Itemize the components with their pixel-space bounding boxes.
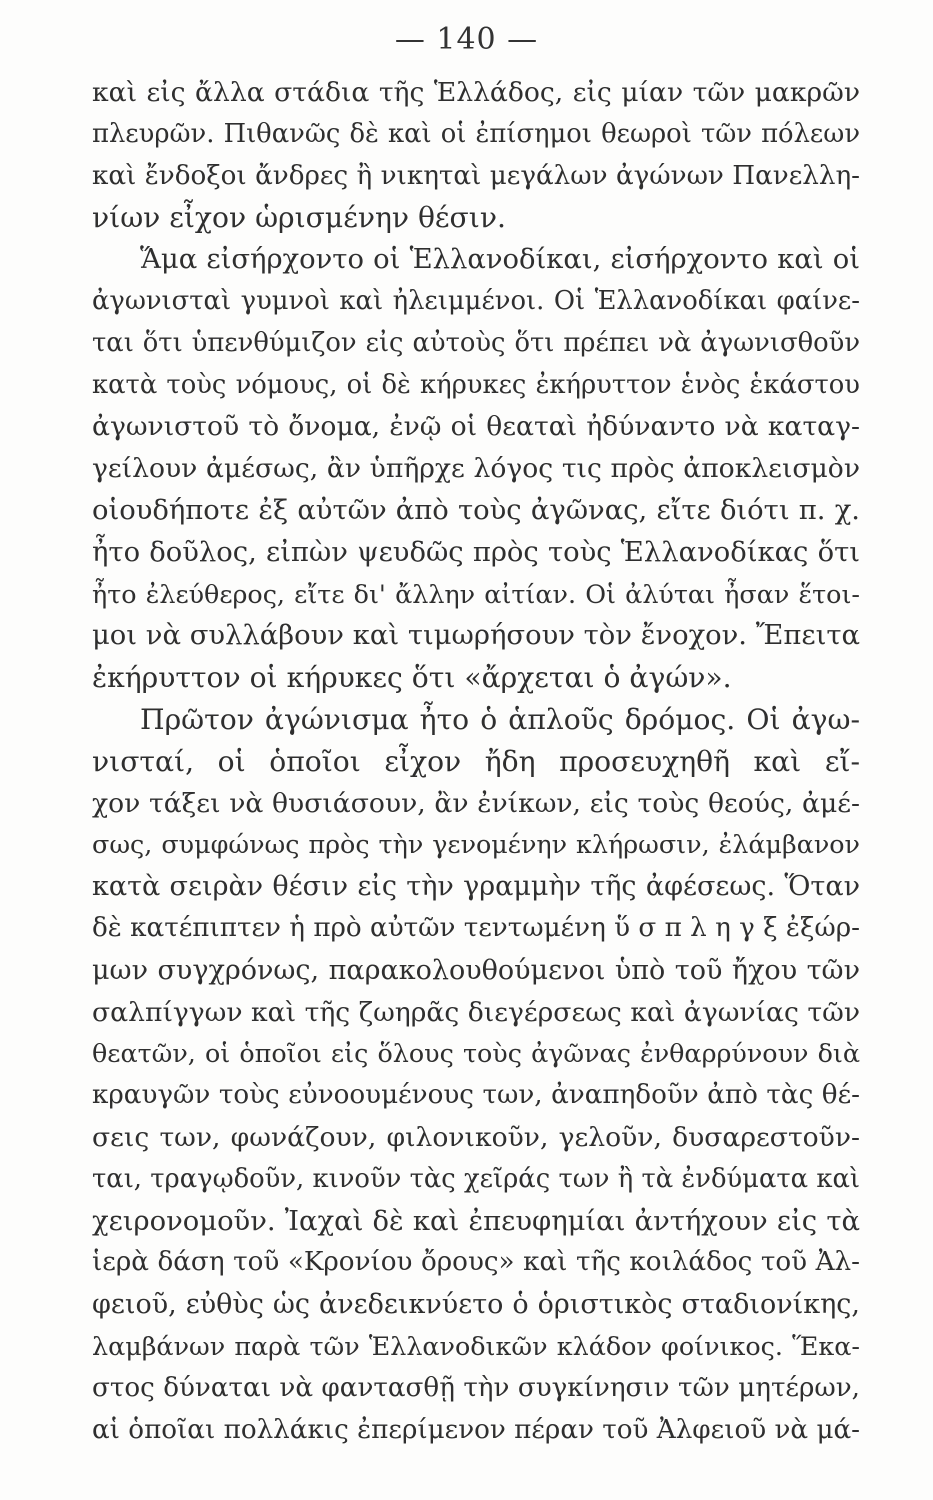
text-line: ται ὅτι ὑπενθύμιζον εἰς αὐτοὺς ὅτι πρέπει νὰ ἀγωνισθοῦν	[92, 327, 860, 358]
text-line: σεις των, φωνάζουν, φιλονικοῦν, γελοῦν, δυσαρεστοῦν-	[92, 1121, 860, 1153]
text-line: ἐκήρυττον οἱ κήρυκες ὅτι «ἄρχεται ὁ ἀγών».	[92, 661, 732, 695]
text-line: ἦτο ἐλεύθερος, εἴτε δι' ἄλλην αἰτίαν. Οἱ ἀλύται ἦσαν ἕτοι-	[92, 578, 860, 609]
text-line: αἱ ὁποῖαι πολλάκις ἐπερίμενον πέραν τοῦ Ἀλφειοῦ νὰ μά-	[92, 1414, 860, 1445]
text-line: καὶ εἰς ἄλλα στάδια τῆς Ἑλλάδος, εἰς μίαν τῶν μακρῶν	[92, 77, 860, 108]
text-line: θεατῶν, οἱ ὁποῖοι εἰς ὅλους τοὺς ἀγῶνας ἐνθαρρύνουν διὰ	[92, 1038, 860, 1069]
text-line: πλευρῶν. Πιθανῶς δὲ καὶ οἱ ἐπίσημοι θεωροὶ τῶν πόλεων	[92, 118, 860, 149]
text-line: λαμβάνων παρὰ τῶν Ἑλλανοδικῶν κλάδον φοίνικος. Ἕκα-	[92, 1330, 860, 1361]
page-number: — 140 —	[394, 22, 539, 57]
text-line: οἱουδήποτε ἐξ αὐτῶν ἀπὸ τοὺς ἀγῶνας, εἴτε διότι π. χ.	[92, 494, 860, 526]
text-line: σαλπίγγων καὶ τῆς ζωηρᾶς διεγέρσεως καὶ ἀγωνίας τῶν	[92, 996, 860, 1028]
text-line: νισταί, οἱ ὁποῖοι εἶχον ἤδη προσευχηθῆ καὶ εἴ-	[92, 744, 860, 778]
paragraph-start-line: Ἅμα εἰσήρχοντο οἱ Ἑλλανοδίκαι, εἰσήρχοντο καὶ οἱ	[140, 244, 860, 276]
text-line: ἱερὰ δάση τοῦ «Κρονίου ὄρους» καὶ τῆς κοιλάδος τοῦ Ἀλ-	[92, 1247, 860, 1278]
text-line: χειρονομοῦν. Ἰαχαὶ δὲ καὶ ἐπευφημίαι ἀντήχουν εἰς τὰ	[92, 1205, 860, 1237]
text-line: ἦτο δοῦλος, εἰπὼν ψευδῶς πρὸς τοὺς Ἑλλανοδίκας ὅτι	[92, 536, 860, 568]
text-line: μων συγχρόνως, παρακολουθούμενοι ὑπὸ τοῦ ἤχου τῶν	[92, 954, 860, 986]
text-line: γείλουν ἀμέσως, ἂν ὑπῆρχε λόγος τις πρὸς ἀποκλεισμὸν	[92, 453, 860, 485]
text-line: κατὰ σειρὰν θέσιν εἰς τὴν γραμμὴν τῆς ἀφέσεως. Ὅταν	[92, 871, 860, 903]
text-line: μοι νὰ συλλάβουν καὶ τιμωρήσουν τὸν ἔνοχον. Ἔπειτα	[92, 620, 860, 652]
text-line: φειοῦ, εὐθὺς ὡς ἀνεδεικνύετο ὁ ὁριστικὸς σταδιονίκης,	[92, 1289, 860, 1321]
body-text	[92, 72, 860, 1451]
text-line: νίων εἶχον ὡρισμένην θέσιν.	[92, 201, 506, 235]
text-line: χον τάξει νὰ θυσιάσουν, ἂν ἐνίκων, εἰς τοὺς θεούς, ἀμέ-	[92, 787, 860, 819]
text-line: καὶ ἔνδοξοι ἄνδρες ἢ νικηταὶ μεγάλων ἀγώνων Πανελλη-	[92, 160, 860, 191]
text-line: σως, συμφώνως πρὸς τὴν γενομένην κλήρωσιν, ἐλάμβανον	[92, 829, 860, 860]
text-line: ἀγωνιστοῦ τὸ ὄνομα, ἐνῷ οἱ θεαταὶ ἠδύναντο νὰ καταγ-	[92, 411, 860, 443]
text-line: ἀγωνισταὶ γυμνοὶ καὶ ἠλειμμένοι. Οἱ Ἑλλανοδίκαι φαίνε-	[92, 285, 860, 316]
text-line: κατὰ τοὺς νόμους, οἱ δὲ κήρυκες ἐκήρυττον ἑνὸς ἑκάστου	[92, 369, 860, 400]
paragraph-start-line: Πρῶτον ἀγώνισμα ἦτο ὁ ἁπλοῦς δρόμος. Οἱ ἀγω-	[140, 702, 860, 736]
text-line: δὲ κατέπιπτεν ἡ πρὸ αὐτῶν τεντωμένη ὕ σ π λ η γ ξ ἐξώρ-	[92, 912, 860, 943]
text-line: κραυγῶν τοὺς εὐνοουμένους των, ἀναπηδοῦν ἀπὸ τὰς θέ-	[92, 1080, 860, 1111]
text-line: στος δύναται νὰ φαντασθῇ τὴν συγκίνησιν τῶν μητέρων,	[92, 1372, 860, 1403]
text-line: ται, τραγῳδοῦν, κινοῦν τὰς χεῖράς των ἢ τὰ ἐνδύματα καὶ	[92, 1163, 860, 1194]
